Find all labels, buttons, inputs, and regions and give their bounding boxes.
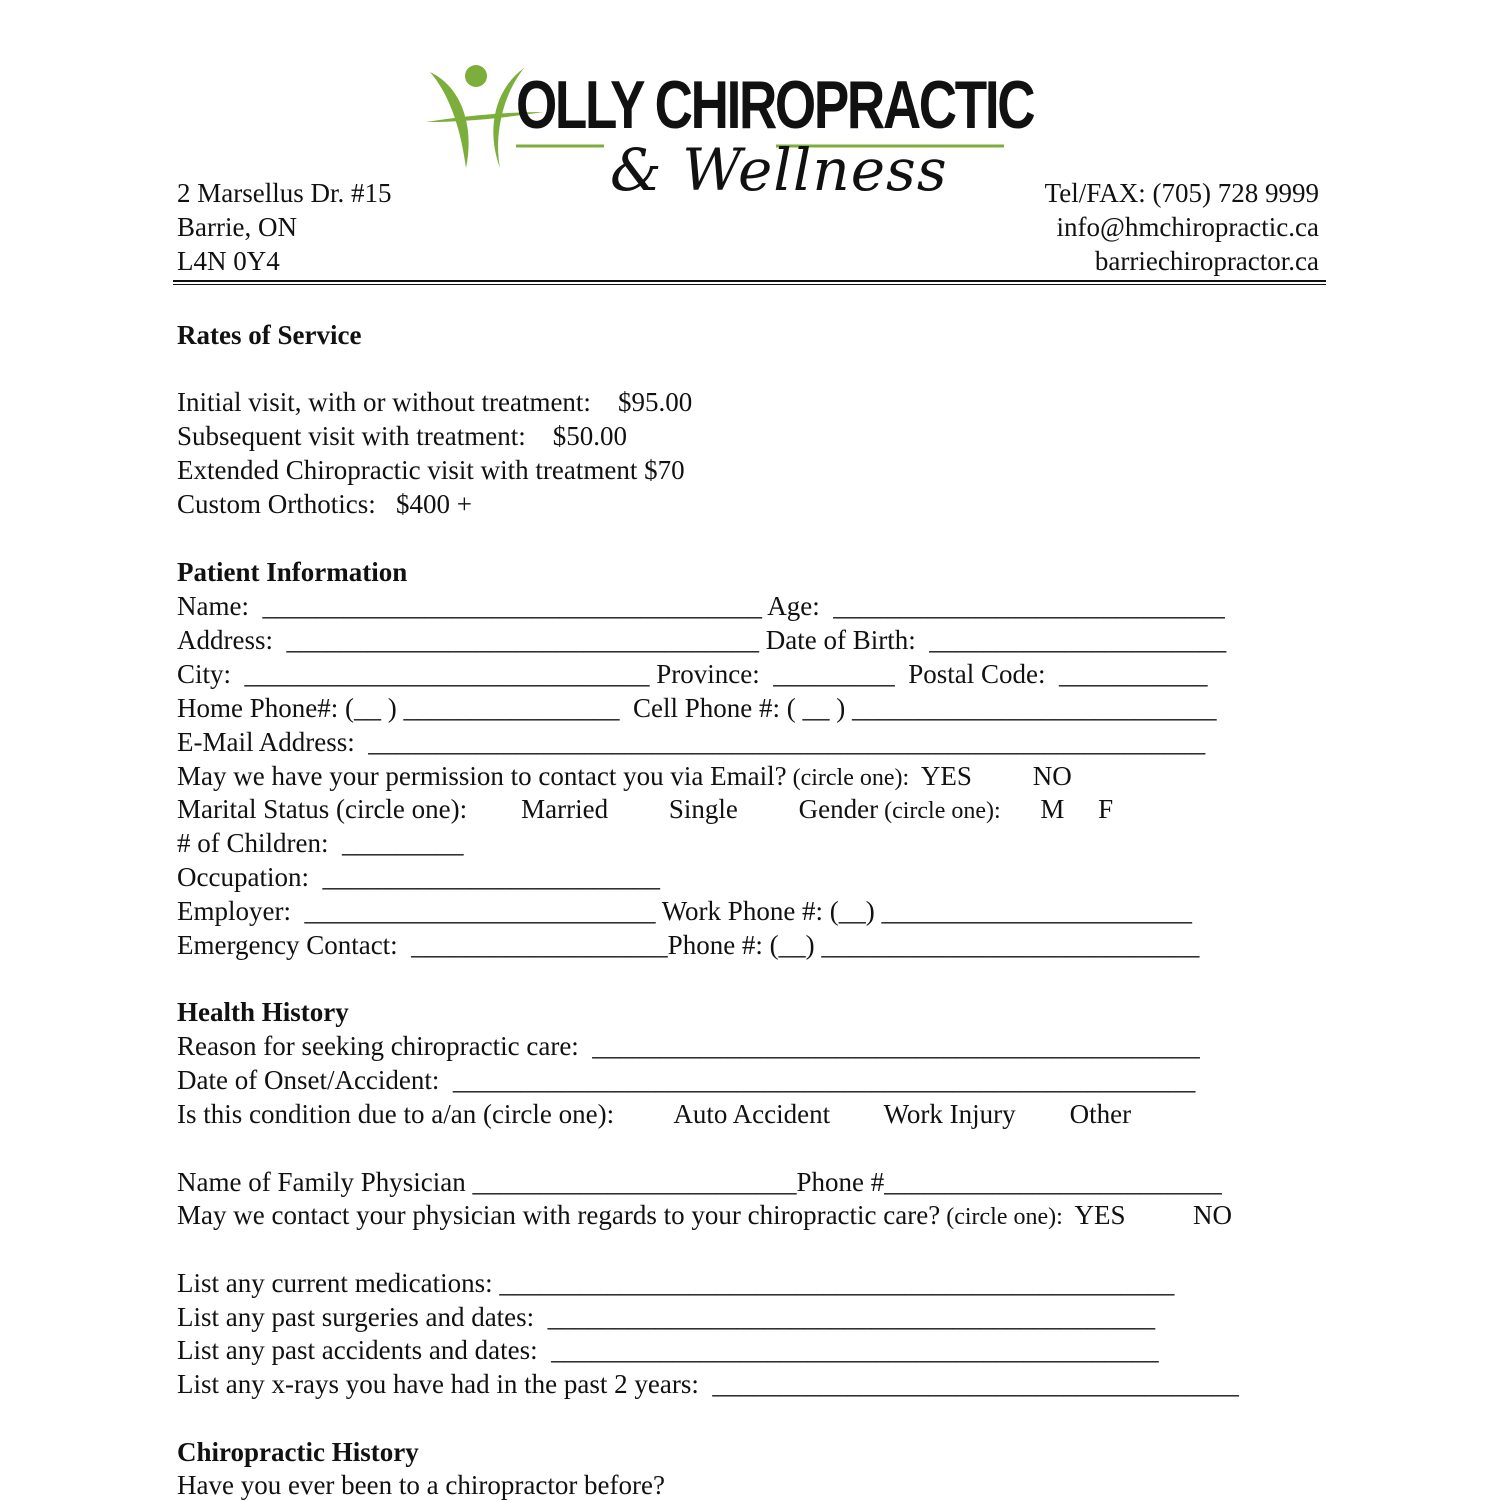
yes-no-options[interactable]: YES NO	[915, 761, 1072, 791]
patient-info-heading: Patient Information	[177, 557, 408, 587]
email-permission-question: May we have your permission to contact you via Email?	[177, 761, 787, 791]
yes-no-options[interactable]: YES NO	[1068, 1200, 1233, 1230]
email-address-row[interactable]: E-Mail Address: ______________________________________________________________	[177, 727, 1206, 757]
medications-row[interactable]: List any current medications: __________________________________________________	[177, 1268, 1175, 1298]
city-province-postal-row[interactable]: City: ______________________________ Province: _________ Postal Code: ___________	[177, 659, 1208, 689]
header-divider	[173, 280, 1326, 282]
reason-row[interactable]: Reason for seeking chiropractic care: _____________________________________________	[177, 1031, 1200, 1061]
phone-fax: Tel/FAX: (705) 728 9999	[1044, 178, 1319, 208]
address-line: L4N 0Y4	[177, 246, 280, 276]
onset-row[interactable]: Date of Onset/Accident: _______________________________________________________	[177, 1065, 1196, 1095]
clinic-address	[177, 176, 391, 278]
home-cell-phone-row[interactable]: Home Phone#: (__ ) ________________ Cell Phone #: ( __ ) ___________________________	[177, 693, 1217, 723]
logo-wordmark: OLLY CHIROPRACTIC	[516, 67, 1034, 143]
occupation-row[interactable]: Occupation: _________________________	[177, 862, 660, 892]
logo-tagline: & Wellness	[610, 136, 948, 204]
chiro-history-heading: Chiropractic History	[177, 1437, 419, 1467]
address-line: Barrie, ON	[177, 212, 297, 242]
chiro-before-row[interactable]: Have you ever been to a chiropractor before?	[177, 1470, 665, 1500]
header-divider-thin	[173, 284, 1326, 285]
rates-heading: Rates of Service	[177, 320, 362, 350]
children-row[interactable]: # of Children: _________	[177, 828, 464, 858]
circle-one-note: (circle one):	[786, 765, 916, 791]
address-line: 2 Marsellus Dr. #15	[177, 178, 392, 208]
marital-status-options[interactable]: Marital Status (circle one): Married Single Gender	[177, 794, 879, 824]
contact-physician-row[interactable]	[177, 1198, 1232, 1234]
address-dob-row[interactable]: Address: ___________________________________ Date of Birth: ______________________	[177, 625, 1227, 655]
rate-item: Custom Orthotics: $400 +	[177, 489, 472, 519]
gender-options[interactable]: M F	[1006, 794, 1114, 824]
email-link[interactable]: info@hmchiropractic.ca	[1056, 212, 1319, 242]
website-link[interactable]: barriechiropractor.ca	[1094, 246, 1319, 276]
employer-row[interactable]: Employer: __________________________ Work Phone #: (__) _______________________	[177, 896, 1193, 926]
rate-item: Subsequent visit with treatment: $50.00	[177, 421, 627, 451]
circle-one-note: (circle one):	[878, 798, 1007, 824]
rate-item: Initial visit, with or without treatment: $95.00	[177, 387, 693, 417]
accidents-row[interactable]: List any past accidents and dates: _____________________________________________	[177, 1335, 1159, 1365]
email-permission-row[interactable]	[177, 759, 1072, 795]
condition-cause-row[interactable]: Is this condition due to a/an (circle one): Auto Accident Work Injury Other	[177, 1099, 1132, 1129]
clinic-contact	[1045, 176, 1319, 278]
clinic-logo	[424, 60, 1034, 205]
marital-gender-row[interactable]	[177, 792, 1113, 828]
xrays-row[interactable]: List any x-rays you have had in the past 2 years: _______________________________________	[177, 1369, 1239, 1399]
emergency-contact-row[interactable]: Emergency Contact: ___________________Phone #: (__) ____________________________	[177, 930, 1200, 960]
name-age-row[interactable]: Name: _____________________________________ Age: _____________________________	[177, 591, 1225, 621]
circle-one-note: (circle one):	[940, 1204, 1069, 1230]
health-history-heading: Health History	[177, 997, 349, 1027]
contact-physician-question: May we contact your physician with regards to your chiropractic care?	[177, 1200, 941, 1230]
rate-item: Extended Chiropractic visit with treatment $70	[177, 455, 685, 485]
surgeries-row[interactable]: List any past surgeries and dates: _____________________________________________	[177, 1302, 1156, 1332]
family-physician-row[interactable]: Name of Family Physician ________________________Phone #_________________________	[177, 1167, 1222, 1197]
